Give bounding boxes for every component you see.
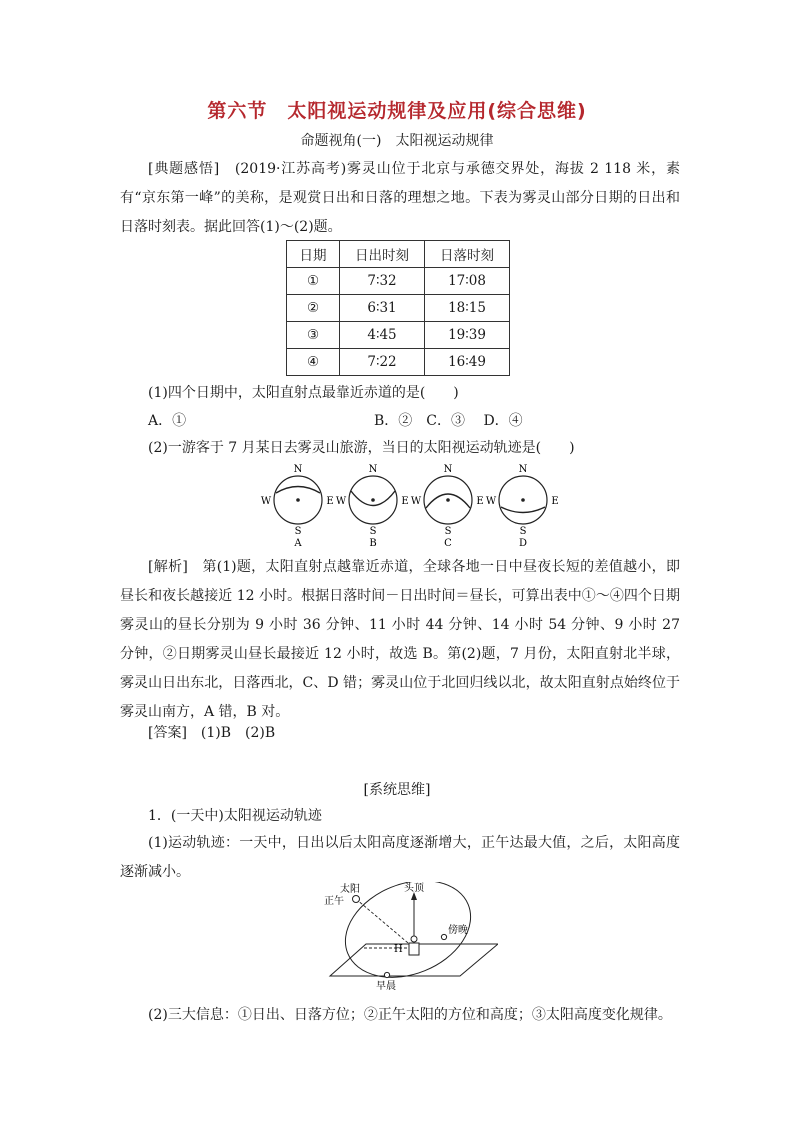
sun-path-option-c xyxy=(411,464,484,548)
table-header-cell: 日出时刻 xyxy=(340,241,425,268)
answer-line: [答案] (1)B (2)B xyxy=(148,725,276,741)
west-label: W xyxy=(260,496,272,507)
south-label: S xyxy=(294,526,302,537)
table-cell: 6∶31 xyxy=(340,295,425,322)
table-cell: ④ xyxy=(287,349,340,376)
east-label: E xyxy=(476,496,484,507)
daily-sun-path-figure xyxy=(318,882,498,992)
sun-path-option-d xyxy=(486,464,559,548)
east-label: E xyxy=(326,496,334,507)
question-2-stem: (2)一游客于 7 月某日去雾灵山旅游，当日的太阳视运动轨迹是( ) xyxy=(148,440,575,456)
dusk-label: 傍晚 xyxy=(448,925,468,936)
west-label: W xyxy=(335,496,347,507)
sun-label: 太阳 xyxy=(340,884,360,895)
sun-path-options-diagram xyxy=(258,460,568,548)
table-header-row xyxy=(287,241,510,268)
option-label: D xyxy=(518,538,528,548)
table-row xyxy=(287,322,510,349)
section-title: 第六节 太阳视运动规律及应用(综合思维) xyxy=(207,100,587,122)
sun-altitude-label: H xyxy=(394,944,403,955)
south-label: S xyxy=(519,526,527,537)
system-item-1-sub-2: (2)三大信息：①日出、日落方位；②正午太阳的方位和高度；③太阳高度变化规律。 xyxy=(148,1007,672,1023)
table-cell: ③ xyxy=(287,322,340,349)
option-label: B xyxy=(369,538,377,548)
question-1-options-bcd: B．② C．③ D．④ xyxy=(374,413,523,429)
table-cell: 7∶32 xyxy=(340,268,425,295)
option-label: A xyxy=(294,538,302,548)
south-label: S xyxy=(369,526,377,537)
system-item-1-sub-1: (1)运动轨迹：一天中，日出以后太阳高度逐渐增大，正午达最大值，之后，太阳高度逐渐减小。 xyxy=(120,835,680,880)
table-header-cell: 日落时刻 xyxy=(425,241,510,268)
east-label: E xyxy=(401,496,409,507)
subtitle: 命题视角(一) 太阳视运动规律 xyxy=(300,133,494,149)
table-cell: 17∶08 xyxy=(425,268,510,295)
table-row xyxy=(287,349,510,376)
south-label: S xyxy=(444,526,452,537)
east-label: E xyxy=(551,496,559,507)
option-label: C xyxy=(444,538,452,548)
system-thinking-heading: [系统思维] xyxy=(363,782,431,798)
table-cell: 7∶22 xyxy=(340,349,425,376)
sunrise-sunset-table xyxy=(286,240,510,376)
table-cell: 16∶49 xyxy=(425,349,510,376)
analysis-paragraph: [解析] 第(1)题，太阳直射点越靠近赤道，全球各地一日中昼夜长短的差值越小，即昼长和夜长越接近 12 小时。根据日落时间－日出时间＝昼长，可算出表中①～④四个日期雾灵山的昼长分别为 9 小时 36 分钟、11 小时 44 分钟、14 小时 54 分钟、9 小时 27 分钟，②日期雾灵山昼长最接近 12 小时，故选 B。第(2)题，7 月份，太阳直射北半球，雾灵山日出东北，日落西北，C、D 错；雾灵山位于北回归线以北，故太阳直射点始终位于雾灵山南方，A 错，B 对。 xyxy=(120,559,680,720)
sun-path-option-a xyxy=(261,464,334,548)
north-label: N xyxy=(518,464,528,475)
table-cell: ① xyxy=(287,268,340,295)
intro-paragraph: [典题感悟] (2019·江苏高考)雾灵山位于北京与承德交界处，海拔 2 118 米，素有“京东第一峰”的美称，是观赏日出和日落的理想之地。下表为雾灵山部分日期的日出和日落时刻表。据此回答(1)～(2)题。 xyxy=(120,161,680,235)
north-label: N xyxy=(368,464,378,475)
table-cell: 4∶45 xyxy=(340,322,425,349)
zenith-label: 头顶 xyxy=(404,883,424,894)
table-row xyxy=(287,295,510,322)
north-label: N xyxy=(293,464,303,475)
system-item-1: 1．(一天中)太阳视运动轨迹 xyxy=(148,808,322,824)
table-cell: 19∶39 xyxy=(425,322,510,349)
table-cell: 18∶15 xyxy=(425,295,510,322)
west-label: W xyxy=(410,496,422,507)
table-cell: ② xyxy=(287,295,340,322)
question-1-option-a: A．① xyxy=(148,413,187,429)
west-label: W xyxy=(485,496,497,507)
table-header-cell: 日期 xyxy=(287,241,340,268)
dawn-label: 早晨 xyxy=(376,981,396,992)
table-row xyxy=(287,268,510,295)
north-label: N xyxy=(443,464,453,475)
noon-label: 正午 xyxy=(324,896,344,907)
sun-path-option-b xyxy=(336,464,409,548)
question-1-stem: (1)四个日期中，太阳直射点最靠近赤道的是( ) xyxy=(148,385,459,401)
